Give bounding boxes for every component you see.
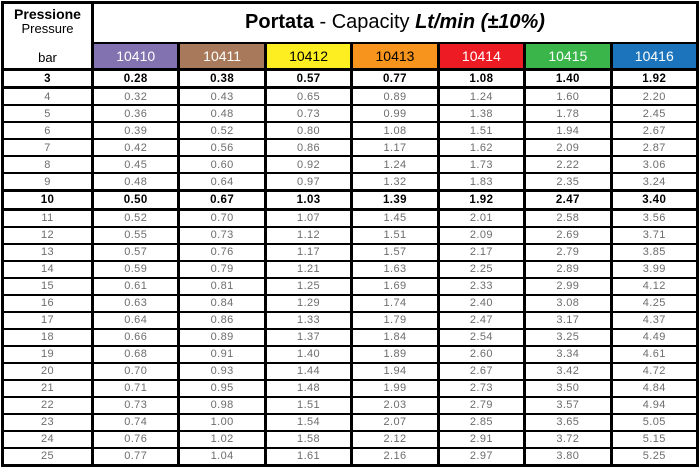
capacity-cell-10411: 1.02 [179, 431, 265, 448]
capacity-cell-10414: 2.09 [438, 227, 524, 244]
table-row [3, 414, 698, 431]
capacity-cell-10415: 3.65 [525, 414, 611, 431]
pressure-value-cell: 16 [3, 295, 93, 312]
capacity-cell-10413: 1.08 [352, 122, 438, 139]
capacity-cell-10416: 4.25 [611, 295, 697, 312]
capacity-cell-10416: 4.72 [611, 363, 697, 380]
column-header-10410: 10410 [93, 43, 179, 70]
capacity-cell-10414: 2.79 [438, 397, 524, 414]
capacity-cell-10411: 0.38 [179, 70, 265, 88]
capacity-cell-10416: 1.92 [611, 70, 697, 88]
capacity-cell-10410: 0.64 [93, 312, 179, 329]
capacity-cell-10416: 5.25 [611, 448, 697, 466]
pressure-value-cell: 12 [3, 227, 93, 244]
capacity-cell-10415: 3.80 [525, 448, 611, 466]
capacity-cell-10416: 2.20 [611, 88, 697, 106]
capacity-cell-10414: 1.08 [438, 70, 524, 88]
capacity-cell-10411: 0.52 [179, 122, 265, 139]
capacity-cell-10410: 0.28 [93, 70, 179, 88]
capacity-cell-10414: 1.51 [438, 122, 524, 139]
capacity-cell-10412: 1.29 [265, 295, 351, 312]
capacity-cell-10415: 2.89 [525, 261, 611, 278]
capacity-cell-10410: 0.71 [93, 380, 179, 397]
capacity-cell-10414: 2.01 [438, 209, 524, 227]
capacity-cell-10411: 0.86 [179, 312, 265, 329]
table-row [3, 261, 698, 278]
capacity-cell-10415: 2.09 [525, 139, 611, 156]
capacity-cell-10413: 1.89 [352, 346, 438, 363]
capacity-cell-10411: 0.60 [179, 156, 265, 173]
column-header-10412: 10412 [265, 43, 351, 70]
capacity-cell-10410: 0.32 [93, 88, 179, 106]
capacity-cell-10412: 1.17 [265, 244, 351, 261]
title-row [3, 3, 698, 43]
pressure-value-cell: 20 [3, 363, 93, 380]
table-row [3, 295, 698, 312]
capacity-cell-10414: 1.92 [438, 191, 524, 209]
capacity-cell-10412: 1.44 [265, 363, 351, 380]
capacity-cell-10412: 1.37 [265, 329, 351, 346]
capacity-cell-10414: 2.97 [438, 448, 524, 466]
capacity-cell-10416: 4.61 [611, 346, 697, 363]
capacity-cell-10411: 0.64 [179, 173, 265, 191]
capacity-cell-10410: 0.74 [93, 414, 179, 431]
capacity-cell-10412: 0.80 [265, 122, 351, 139]
capacity-cell-10410: 0.76 [93, 431, 179, 448]
capacity-cell-10411: 0.73 [179, 227, 265, 244]
capacity-cell-10410: 0.66 [93, 329, 179, 346]
capacity-cell-10412: 0.97 [265, 173, 351, 191]
capacity-cell-10415: 2.22 [525, 156, 611, 173]
capacity-cell-10416: 3.40 [611, 191, 697, 209]
capacity-cell-10410: 0.61 [93, 278, 179, 295]
capacity-cell-10416: 3.24 [611, 173, 697, 191]
capacity-cell-10412: 1.54 [265, 414, 351, 431]
capacity-cell-10414: 2.91 [438, 431, 524, 448]
capacity-cell-10413: 1.63 [352, 261, 438, 278]
capacity-cell-10416: 4.49 [611, 329, 697, 346]
table-row [3, 431, 698, 448]
capacity-cell-10415: 2.69 [525, 227, 611, 244]
capacity-cell-10416: 3.56 [611, 209, 697, 227]
table-row [3, 173, 698, 191]
capacity-cell-10413: 2.07 [352, 414, 438, 431]
capacity-cell-10415: 3.25 [525, 329, 611, 346]
capacity-cell-10411: 0.81 [179, 278, 265, 295]
table-row [3, 156, 698, 173]
capacity-cell-10412: 1.33 [265, 312, 351, 329]
title-unit: Lt/min (±10%) [415, 11, 545, 34]
capacity-cell-10414: 2.67 [438, 363, 524, 380]
pressure-value-cell: 11 [3, 209, 93, 227]
capacity-cell-10410: 0.45 [93, 156, 179, 173]
capacity-cell-10414: 1.73 [438, 156, 524, 173]
capacity-cell-10415: 2.47 [525, 191, 611, 209]
table-row [3, 380, 698, 397]
pressure-value-cell: 9 [3, 173, 93, 191]
capacity-cell-10412: 1.12 [265, 227, 351, 244]
capacity-cell-10410: 0.63 [93, 295, 179, 312]
capacity-cell-10415: 1.94 [525, 122, 611, 139]
capacity-cell-10414: 1.38 [438, 105, 524, 122]
pressure-value-cell: 5 [3, 105, 93, 122]
capacity-cell-10416: 4.37 [611, 312, 697, 329]
capacity-cell-10412: 1.21 [265, 261, 351, 278]
pressure-value-cell: 6 [3, 122, 93, 139]
capacity-cell-10414: 2.25 [438, 261, 524, 278]
capacity-cell-10410: 0.50 [93, 191, 179, 209]
table-row [3, 244, 698, 261]
capacity-cell-10410: 0.52 [93, 209, 179, 227]
capacity-cell-10413: 1.24 [352, 156, 438, 173]
capacity-cell-10412: 0.73 [265, 105, 351, 122]
capacity-cell-10416: 2.87 [611, 139, 697, 156]
capacity-cell-10416: 5.05 [611, 414, 697, 431]
capacity-cell-10410: 0.68 [93, 346, 179, 363]
capacity-cell-10415: 2.99 [525, 278, 611, 295]
capacity-cell-10414: 2.40 [438, 295, 524, 312]
pressure-value-cell: 7 [3, 139, 93, 156]
capacity-cell-10413: 1.99 [352, 380, 438, 397]
pressure-value-cell: 22 [3, 397, 93, 414]
capacity-cell-10415: 3.08 [525, 295, 611, 312]
pressure-value-cell: 10 [3, 191, 93, 209]
capacity-cell-10413: 1.94 [352, 363, 438, 380]
capacity-cell-10410: 0.73 [93, 397, 179, 414]
capacity-cell-10413: 1.79 [352, 312, 438, 329]
pressure-value-cell: 23 [3, 414, 93, 431]
capacity-cell-10416: 3.06 [611, 156, 697, 173]
capacity-cell-10412: 1.58 [265, 431, 351, 448]
pressure-header-cell [3, 3, 93, 70]
capacity-cell-10411: 0.98 [179, 397, 265, 414]
capacity-cell-10413: 1.74 [352, 295, 438, 312]
capacity-cell-10411: 0.43 [179, 88, 265, 106]
capacity-cell-10412: 1.03 [265, 191, 351, 209]
capacity-cell-10415: 1.78 [525, 105, 611, 122]
capacity-cell-10413: 1.57 [352, 244, 438, 261]
capacity-cell-10413: 2.03 [352, 397, 438, 414]
capacity-cell-10413: 1.39 [352, 191, 438, 209]
column-header-10413: 10413 [352, 43, 438, 70]
pressure-unit-label: bar [38, 50, 57, 65]
capacity-cell-10416: 2.67 [611, 122, 697, 139]
capacity-cell-10411: 0.91 [179, 346, 265, 363]
capacity-cell-10413: 0.89 [352, 88, 438, 106]
pressure-label-italian: Pressione [14, 6, 81, 22]
capacity-cell-10412: 1.40 [265, 346, 351, 363]
pressure-value-cell: 13 [3, 244, 93, 261]
capacity-cell-10411: 0.56 [179, 139, 265, 156]
capacity-cell-10414: 2.47 [438, 312, 524, 329]
capacity-cell-10413: 1.69 [352, 278, 438, 295]
pressure-value-cell: 8 [3, 156, 93, 173]
capacity-cell-10411: 0.89 [179, 329, 265, 346]
table-row [3, 70, 698, 88]
capacity-cell-10411: 0.93 [179, 363, 265, 380]
capacity-cell-10415: 2.58 [525, 209, 611, 227]
table-row [3, 329, 698, 346]
capacity-cell-10410: 0.39 [93, 122, 179, 139]
table-row [3, 312, 698, 329]
capacity-cell-10411: 1.04 [179, 448, 265, 466]
capacity-cell-10411: 0.70 [179, 209, 265, 227]
capacity-cell-10413: 1.45 [352, 209, 438, 227]
pressure-value-cell: 21 [3, 380, 93, 397]
capacity-cell-10410: 0.77 [93, 448, 179, 466]
capacity-cell-10411: 0.76 [179, 244, 265, 261]
capacity-cell-10414: 1.83 [438, 173, 524, 191]
capacity-cell-10410: 0.59 [93, 261, 179, 278]
capacity-cell-10410: 0.48 [93, 173, 179, 191]
capacity-cell-10416: 4.84 [611, 380, 697, 397]
column-header-10416: 10416 [611, 43, 697, 70]
capacity-cell-10413: 2.12 [352, 431, 438, 448]
capacity-cell-10416: 4.94 [611, 397, 697, 414]
capacity-cell-10412: 0.92 [265, 156, 351, 173]
column-header-10415: 10415 [525, 43, 611, 70]
table-row [3, 105, 698, 122]
capacity-cell-10410: 0.70 [93, 363, 179, 380]
column-header-10411: 10411 [179, 43, 265, 70]
capacity-cell-10410: 0.55 [93, 227, 179, 244]
capacity-cell-10413: 1.84 [352, 329, 438, 346]
capacity-cell-10416: 5.15 [611, 431, 697, 448]
capacity-cell-10414: 2.54 [438, 329, 524, 346]
capacity-cell-10414: 2.17 [438, 244, 524, 261]
capacity-cell-10416: 3.71 [611, 227, 697, 244]
capacity-cell-10414: 2.73 [438, 380, 524, 397]
pressure-value-cell: 24 [3, 431, 93, 448]
pressure-value-cell: 25 [3, 448, 93, 466]
capacity-cell-10411: 0.95 [179, 380, 265, 397]
column-header-10414: 10414 [438, 43, 524, 70]
capacity-cell-10412: 0.65 [265, 88, 351, 106]
table-row [3, 278, 698, 295]
capacity-cell-10415: 3.42 [525, 363, 611, 380]
table-row [3, 88, 698, 106]
capacity-cell-10415: 1.60 [525, 88, 611, 106]
capacity-cell-10412: 1.25 [265, 278, 351, 295]
table-row [3, 139, 698, 156]
pressure-value-cell: 14 [3, 261, 93, 278]
title-portata: Portata [245, 11, 314, 34]
pressure-value-cell: 3 [3, 70, 93, 88]
table-row [3, 227, 698, 244]
pressure-value-cell: 15 [3, 278, 93, 295]
table-row [3, 191, 698, 209]
capacity-cell-10415: 3.34 [525, 346, 611, 363]
pressure-value-cell: 19 [3, 346, 93, 363]
capacity-table [1, 1, 699, 467]
capacity-cell-10411: 0.48 [179, 105, 265, 122]
capacity-cell-10412: 0.86 [265, 139, 351, 156]
pressure-label-english: Pressure [21, 21, 74, 36]
capacity-cell-10414: 2.85 [438, 414, 524, 431]
capacity-cell-10416: 4.12 [611, 278, 697, 295]
pressure-value-cell: 17 [3, 312, 93, 329]
capacity-cell-10412: 0.57 [265, 70, 351, 88]
capacity-cell-10411: 0.84 [179, 295, 265, 312]
capacity-cell-10412: 1.61 [265, 448, 351, 466]
capacity-cell-10412: 1.07 [265, 209, 351, 227]
capacity-cell-10413: 0.99 [352, 105, 438, 122]
table-row [3, 209, 698, 227]
capacity-cell-10414: 1.24 [438, 88, 524, 106]
table-row [3, 122, 698, 139]
capacity-cell-10416: 3.99 [611, 261, 697, 278]
capacity-cell-10415: 2.79 [525, 244, 611, 261]
capacity-cell-10415: 3.50 [525, 380, 611, 397]
table-row [3, 448, 698, 466]
capacity-cell-10415: 1.40 [525, 70, 611, 88]
capacity-cell-10413: 1.17 [352, 139, 438, 156]
table-row [3, 346, 698, 363]
capacity-cell-10411: 0.67 [179, 191, 265, 209]
table-title [93, 3, 698, 43]
capacity-cell-10416: 2.45 [611, 105, 697, 122]
capacity-cell-10410: 0.57 [93, 244, 179, 261]
capacity-cell-10414: 2.60 [438, 346, 524, 363]
capacity-cell-10413: 1.32 [352, 173, 438, 191]
table-row [3, 397, 698, 414]
capacity-cell-10413: 1.51 [352, 227, 438, 244]
capacity-cell-10414: 2.33 [438, 278, 524, 295]
capacity-cell-10415: 3.17 [525, 312, 611, 329]
capacity-table-body [3, 70, 698, 466]
table-row [3, 363, 698, 380]
title-capacity: - Capacity [313, 11, 416, 34]
pressure-value-cell: 18 [3, 329, 93, 346]
capacity-cell-10412: 1.48 [265, 380, 351, 397]
capacity-cell-10412: 1.51 [265, 397, 351, 414]
capacity-cell-10413: 2.16 [352, 448, 438, 466]
capacity-cell-10413: 0.77 [352, 70, 438, 88]
code-header-row [3, 43, 698, 70]
capacity-cell-10415: 3.72 [525, 431, 611, 448]
capacity-cell-10416: 3.85 [611, 244, 697, 261]
capacity-cell-10415: 2.35 [525, 173, 611, 191]
capacity-cell-10415: 3.57 [525, 397, 611, 414]
pressure-value-cell: 4 [3, 88, 93, 106]
capacity-cell-10410: 0.36 [93, 105, 179, 122]
capacity-cell-10411: 1.00 [179, 414, 265, 431]
capacity-cell-10410: 0.42 [93, 139, 179, 156]
capacity-cell-10411: 0.79 [179, 261, 265, 278]
capacity-cell-10414: 1.62 [438, 139, 524, 156]
